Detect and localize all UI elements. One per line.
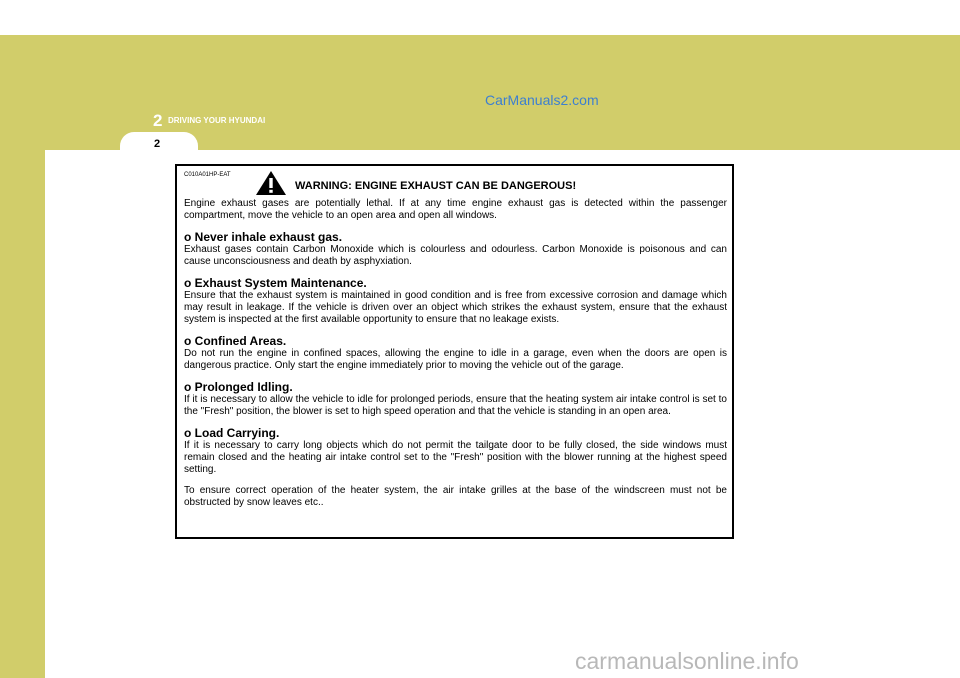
section-heading: o Exhaust System Maintenance. xyxy=(184,276,367,290)
section-text: Ensure that the exhaust system is maintained in good condition and is free from excessive corrosion and damage which may result in leakage. If the vehicle is driven over an object which strikes the exhaust system, ensure that the exhaust system is inspected at the first available opportunity to ensure that no leakage exists. xyxy=(184,290,727,325)
intro-paragraph: Engine exhaust gases are potentially lethal. If at any time engine exhaust gas is detected within the passenger compartment, move the vehicle to an open area and open all windows. xyxy=(184,198,727,221)
warning-title: WARNING: ENGINE EXHAUST CAN BE DANGEROUS! xyxy=(295,180,577,192)
section-heading: o Prolonged Idling. xyxy=(184,380,293,394)
section-heading: o Never inhale exhaust gas. xyxy=(184,230,343,244)
warning-content xyxy=(184,198,727,518)
section-text: If it is necessary to allow the vehicle to idle for prolonged periods, ensure that the heating system air intake control is set to the "Fresh" position, the blower is set to high speed operation and that the vehicle is standing in an open area. xyxy=(184,394,727,417)
closing-paragraph: To ensure correct operation of the heater system, the air intake grilles at the base of the windscreen must not be obstructed by snow leaves etc.. xyxy=(184,485,727,508)
chapter-number: 2 xyxy=(153,111,163,130)
section-text: Do not run the engine in confined spaces, allowing the engine to idle in a garage, even when the doors are open is dangerous practice. Only start the engine immediately prior to moving the vehicle out of the garage. xyxy=(184,348,727,371)
section-code: C010A01HP-EAT xyxy=(184,172,231,178)
section-text: If it is necessary to carry long objects which do not permit the tailgate door to be fully closed, the side windows must remain closed and the heating air intake control set to the "Fresh" position with the blower running at the highest speed setting. xyxy=(184,440,727,475)
section-heading: o Confined Areas. xyxy=(184,334,287,348)
watermark-link-top[interactable]: CarManuals2.com xyxy=(485,92,599,108)
page-number: 2 xyxy=(154,138,161,150)
warning-box xyxy=(175,164,734,539)
warning-exclamation-icon xyxy=(255,170,287,196)
section-text: Exhaust gases contain Carbon Monoxide which is colourless and odourless. Carbon Monoxide is poisonous and can cause unconsciousness and death by asphyxiation. xyxy=(184,244,727,267)
chapter-title: DRIVING YOUR HYUNDAI xyxy=(168,116,266,125)
left-margin-strip xyxy=(0,150,45,678)
section-heading: o Load Carrying. xyxy=(184,426,280,440)
watermark-footer[interactable]: carmanualsonline.info xyxy=(575,648,799,674)
